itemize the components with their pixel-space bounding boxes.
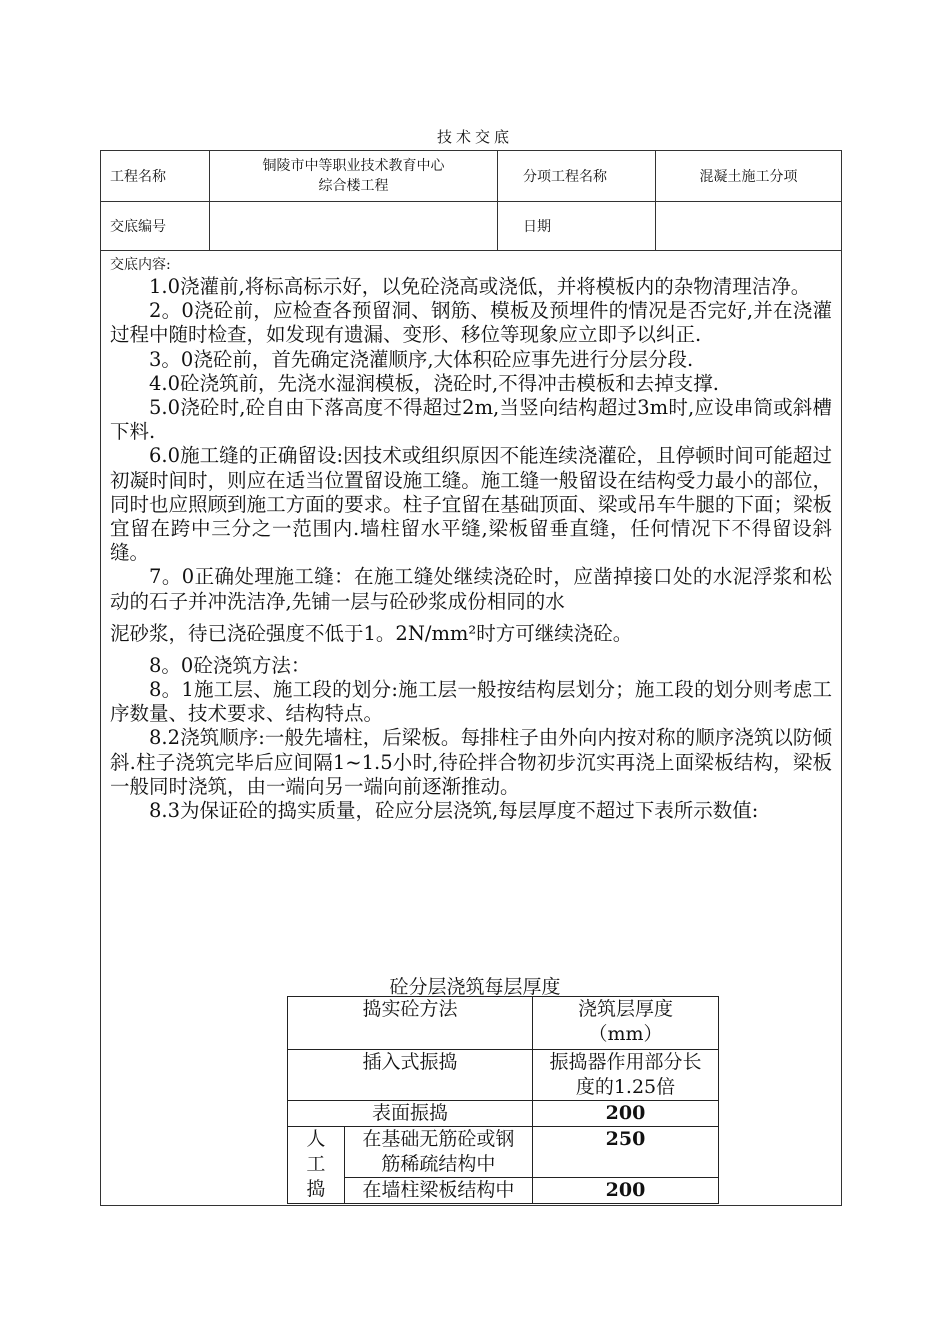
table-header-row bbox=[288, 997, 719, 1050]
value-line2: 度的1.25倍 bbox=[575, 1076, 676, 1098]
method-line1: 在基础无筋砼或钢 bbox=[362, 1128, 515, 1150]
value-cell: 200 bbox=[533, 1178, 719, 1204]
method-header-text: 捣实砼方法 bbox=[362, 998, 458, 1020]
thickness-header-line2: （mm） bbox=[588, 1023, 663, 1045]
sub-project-label: 分项工程名称 bbox=[498, 151, 656, 201]
manual-char: 工 bbox=[306, 1153, 326, 1175]
thickness-header bbox=[533, 997, 719, 1050]
manual-char: 捣 bbox=[306, 1178, 326, 1200]
layer-thickness-table bbox=[287, 996, 719, 1204]
method-cell bbox=[288, 1050, 533, 1101]
date-value bbox=[656, 201, 841, 250]
value-line1: 振捣器作用部分长 bbox=[549, 1051, 702, 1073]
method-header bbox=[288, 997, 533, 1050]
content-label: 交底内容: bbox=[110, 257, 171, 273]
sub-project-value: 混凝土施工分项 bbox=[699, 169, 798, 185]
content-body bbox=[110, 275, 832, 823]
paragraph-8-3: 8.3为保证砼的捣实质量，砼应分层浇筑,每层厚度不超过下表所示数值: bbox=[149, 799, 759, 823]
manual-char: 人 bbox=[306, 1128, 326, 1150]
paragraph-8-2: 8.2浇筑顺序:一般先墙柱，后梁板。每排柱子由外向内按对称的顺序浇筑以防倾斜.柱子浇筑完毕后应间隔1~1.5小时,待砼拌合物初步沉实再浇上面梁板结构，梁板一般同时浇筑，由一端向另一端向前逐渐推动。 bbox=[110, 726, 832, 798]
project-name-line1: 铜陵市中等职业技术教育中心 bbox=[262, 158, 445, 174]
header-row-project bbox=[101, 151, 841, 202]
value-cell: 250 bbox=[533, 1127, 719, 1178]
project-name-line2: 综合楼工程 bbox=[318, 178, 389, 194]
method-cell bbox=[344, 1127, 532, 1178]
paragraph-7-continued: 泥砂浆，待已浇砼强度不低于1。2N/mm²时方可继续浇砼。 bbox=[110, 621, 633, 645]
thickness-header-line1: 浇筑层厚度 bbox=[577, 998, 673, 1020]
paragraph-4: 4.0砼浇筑前，先浇水湿润模板，浇砼时,不得冲击模板和去掉支撑. bbox=[149, 371, 719, 395]
project-name-value bbox=[210, 151, 498, 201]
paragraph-8-1: 8。1施工层、施工段的划分:施工层一般按结构层划分；施工段的划分则考虑工序数量、技术要求、结构特点。 bbox=[110, 678, 832, 726]
table-row bbox=[288, 1178, 719, 1204]
project-name-label: 工程名称 bbox=[101, 151, 210, 201]
document-title: 技术交底 bbox=[436, 128, 513, 146]
code-value bbox=[210, 201, 498, 250]
method-cell: 在墙柱梁板结构中 bbox=[344, 1178, 532, 1204]
table-row bbox=[288, 1050, 719, 1101]
table-title: 砼分层浇筑每层厚度 bbox=[389, 976, 561, 998]
date-label: 日期 bbox=[498, 201, 656, 250]
header-row-code bbox=[101, 201, 841, 251]
table-row bbox=[288, 1127, 719, 1178]
table-row bbox=[288, 1101, 719, 1127]
method-text: 插入式振捣 bbox=[362, 1051, 458, 1073]
paragraph-3: 3。0浇砼前，首先确定浇灌顺序,大体积砼应事先进行分层分段. bbox=[149, 347, 694, 371]
value-cell: 200 bbox=[533, 1101, 719, 1127]
paragraph-1: 1.0浇灌前,将标高标示好，以免砼浇高或浇低，并将模板内的杂物清理洁净。 bbox=[149, 275, 811, 298]
method-cell: 表面振捣 bbox=[288, 1101, 533, 1127]
paragraph-8: 8。0砼浇筑方法： bbox=[149, 653, 311, 677]
value-cell bbox=[533, 1050, 719, 1101]
paragraph-7: 7。0正确处理施工缝：在施工缝处继续浇砼时，应凿掉接口处的水泥浮浆和松动的石子并冲洗洁净,先铺一层与砼砂浆成份相同的水 bbox=[110, 565, 832, 613]
paragraph-6: 6.0施工缝的正确留设:因技术或组织原因不能连续浇灌砼，且停顿时间可能超过初凝时间时，则应在适当位置留设施工缝。施工缝一般留设在结构受力最小的部位，同时也应照顾到施工方面的要求。柱子宜留在基础顶面、梁或吊车牛腿的下面；梁板宜留在跨中三分之一范围内.墙柱留水平缝,梁板留垂直缝，任何情况下不得留设斜缝。 bbox=[110, 444, 832, 565]
manual-tamping-label bbox=[288, 1127, 345, 1204]
paragraph-5: 5.0浇砼时,砼自由下落高度不得超过2m,当竖向结构超过3m时,应设串筒或斜槽下料. bbox=[110, 396, 832, 444]
paragraph-2: 2。0浇砼前，应检查各预留洞、钢筋、模板及预埋件的情况是否完好,并在浇灌过程中随时检查，如发现有遗漏、变形、移位等现象应立即予以纠正. bbox=[110, 299, 832, 347]
method-line2: 筋稀疏结构中 bbox=[381, 1153, 496, 1175]
code-label: 交底编号 bbox=[101, 201, 210, 250]
